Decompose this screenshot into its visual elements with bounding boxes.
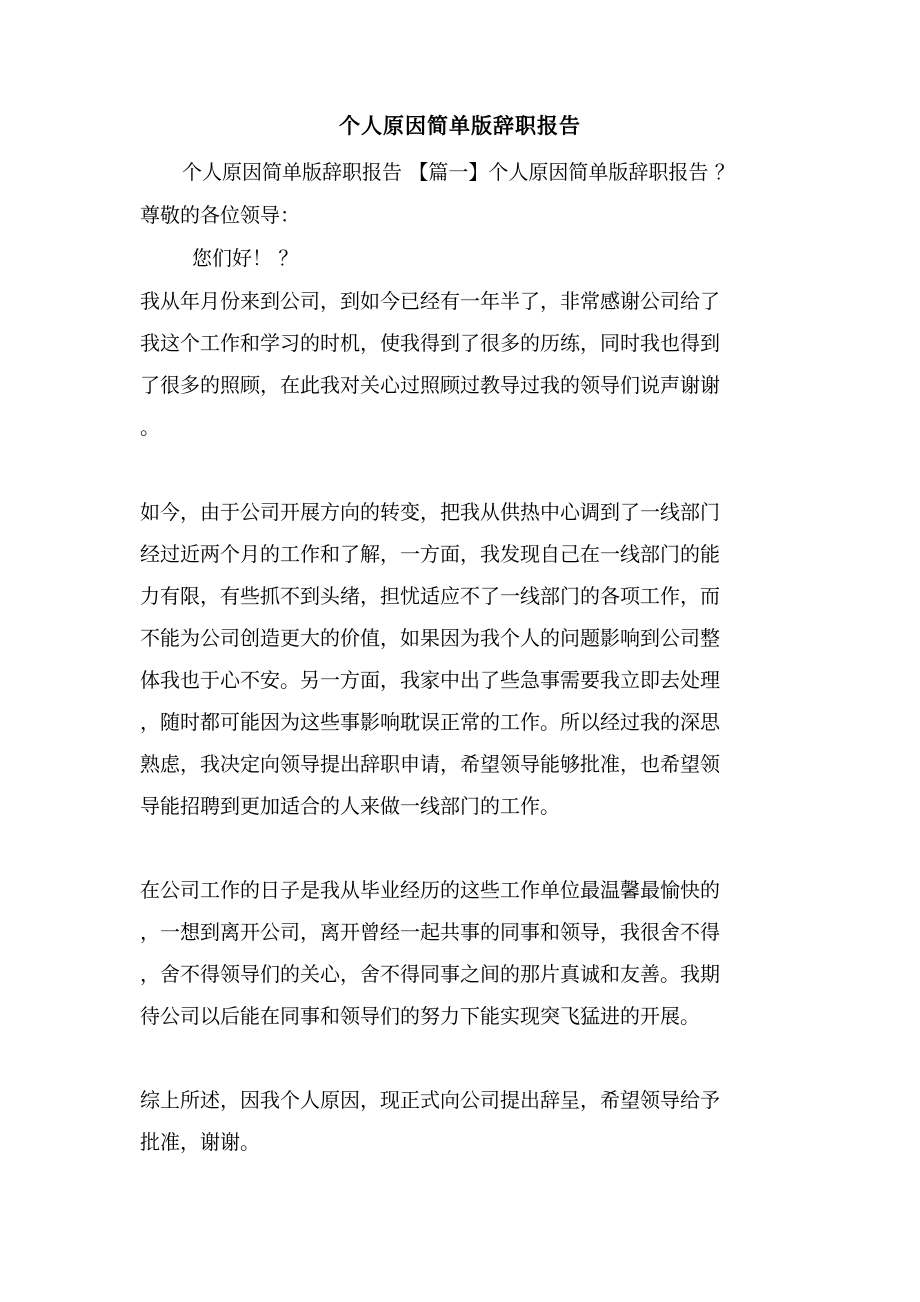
paragraph-2-line: 体我也于心不安。另一方面，我家中出了些急事需要我立即去处理 [140,668,720,692]
paragraph-3-line: ，一想到离开公司，离开曾经一起共事的同事和领导，我很舍不得 [140,920,720,944]
paragraph-1-line: 我从年月份来到公司，到如今已经有一年半了，非常感谢公司给了 [140,289,720,313]
intro-line: 个人原因简单版辞职报告 【篇一】个人原因简单版辞职报告 ？ [182,160,735,184]
salutation-line: 尊敬的各位领导： [140,203,300,227]
paragraph-2-line: 力有限，有些抓不到头绪，担忧适应不了一线部门的各项工作，而 [140,584,720,608]
paragraph-1-line: 了很多的照顾，在此我对关心过照顾过教导过我的领导们说声谢谢 [140,373,720,397]
paragraph-4-line: 综上所述，因我个人原因，现正式向公司提出辞呈，希望领导给予 [140,1088,720,1112]
paragraph-3-line: 在公司工作的日子是我从毕业经历的这些工作单位最温馨最愉快的 [140,878,720,902]
paragraph-2-line: 经过近两个月的工作和了解，一方面，我发现自己在一线部门的能 [140,542,720,566]
paragraph-3-line: ，舍不得领导们的关心，舍不得同事之间的那片真诚和友善。我期 [140,962,720,986]
paragraph-1-line: 我这个工作和学习的时机，使我得到了很多的历练，同时我也得到 [140,331,720,355]
paragraph-1-line: 。 [140,415,160,439]
paragraph-2-line: 如今，由于公司开展方向的转变，把我从供热中心调到了一线部门 [140,500,720,524]
paragraph-3-line: 待公司以后能在同事和领导们的努力下能实现突飞猛进的开展。 [140,1004,700,1028]
paragraph-4-line: 批准，谢谢。 [140,1130,260,1154]
paragraph-2-line: ，随时都可能因为这些事影响耽误正常的工作。所以经过我的深思 [140,710,720,734]
paragraph-2-line: 不能为公司创造更大的价值，如果因为我个人的问题影响到公司整 [140,626,720,650]
greeting-line: 您们好！ ？ [192,246,299,270]
paragraph-2-line: 熟虑，我决定向领导提出辞职申请，希望领导能够批准，也希望领 [140,752,720,776]
paragraph-2-line: 导能招聘到更加适合的人来做一线部门的工作。 [140,794,560,818]
document-title: 个人原因简单版辞职报告 [339,113,581,138]
